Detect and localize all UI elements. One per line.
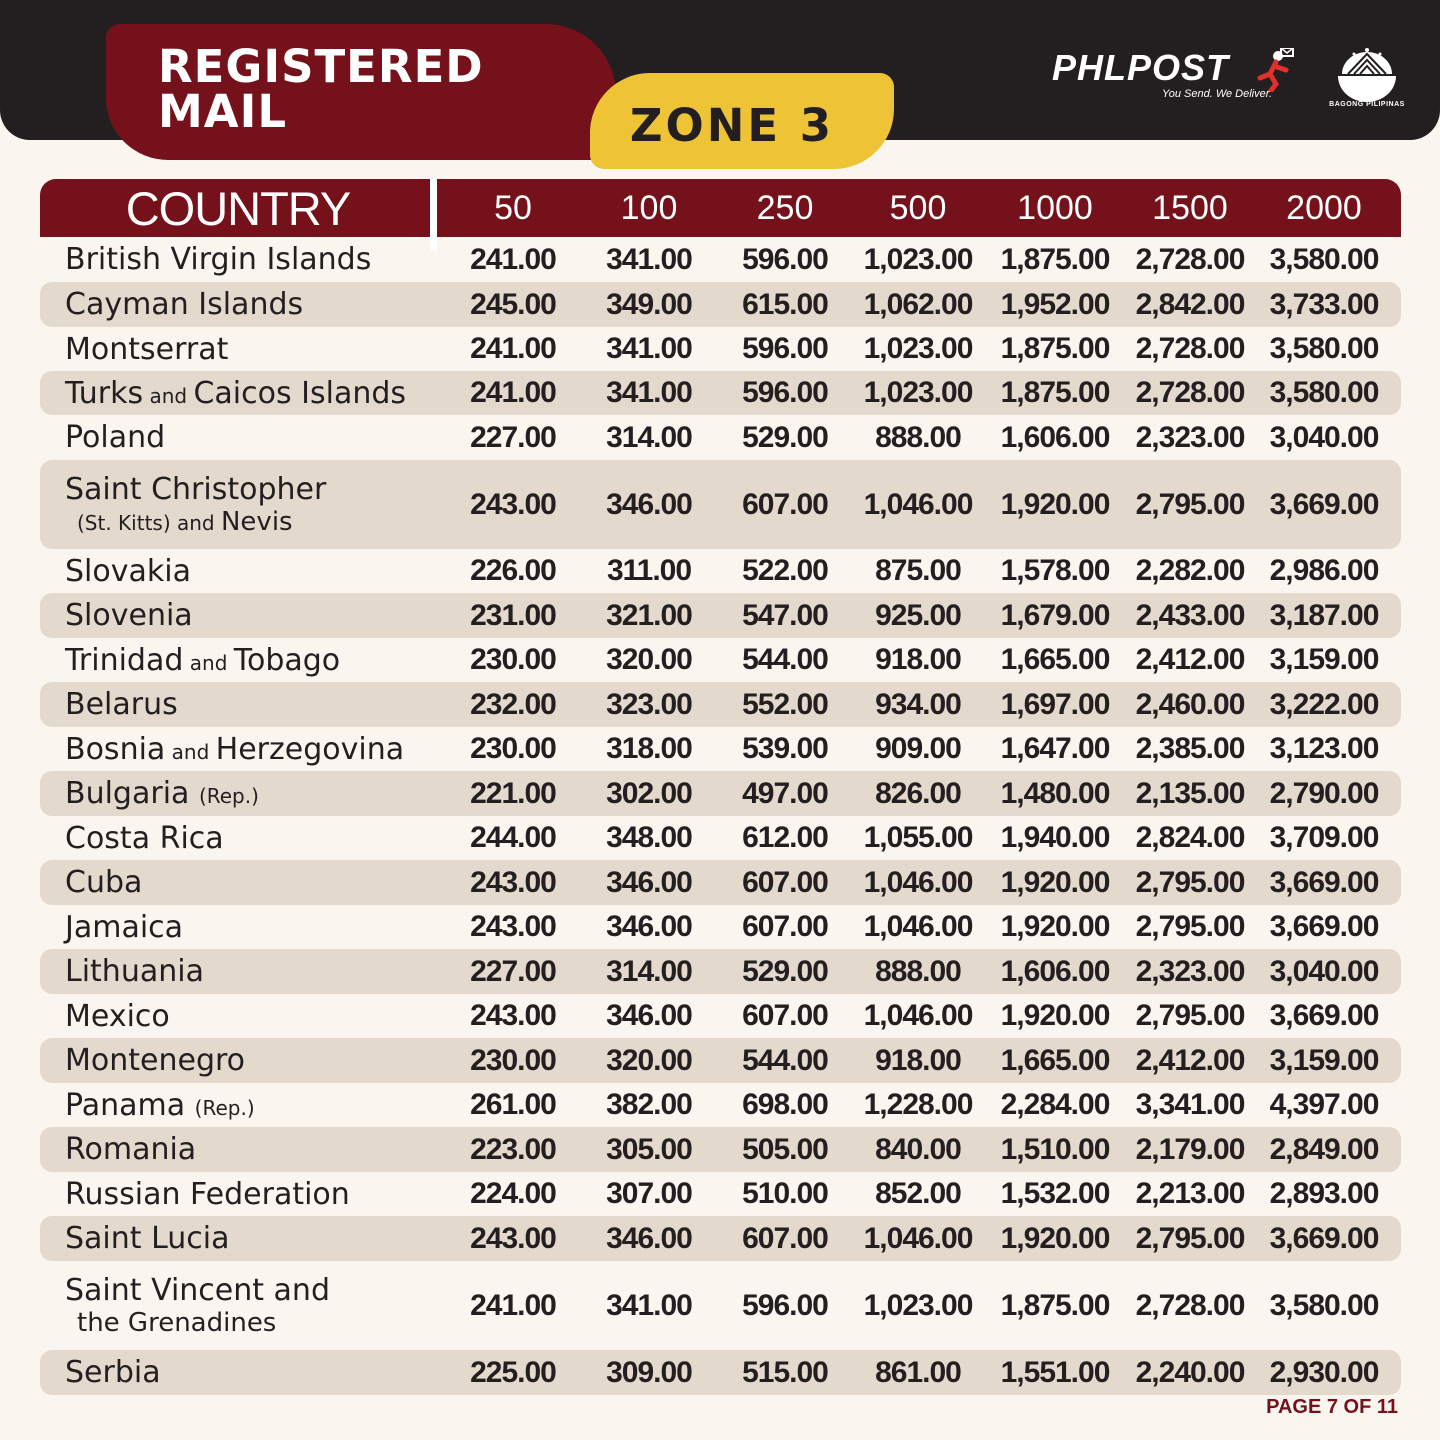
weight-column-header: 1500: [1152, 188, 1228, 227]
rate-cell: 321.00: [606, 598, 692, 632]
rate-cell: 2,795.00: [1135, 999, 1245, 1032]
rate-cell: 3,669.00: [1269, 910, 1379, 943]
table-row: [40, 1172, 1401, 1216]
rate-cell: 232.00: [470, 687, 556, 721]
weight-column-header: 500: [889, 188, 947, 227]
page-number: PAGE 7 OF 11: [1266, 1396, 1398, 1418]
rate-cell: 243.00: [470, 1221, 556, 1255]
rate-cell: 1,875.00: [1000, 1288, 1110, 1322]
rate-cell: 227.00: [470, 954, 556, 988]
rate-cell: 861.00: [875, 1355, 961, 1389]
weight-column-header: 250: [756, 188, 814, 227]
rate-cell: 346.00: [606, 487, 692, 521]
rate-cell: 2,893.00: [1269, 1177, 1379, 1210]
rate-cell: 1,046.00: [863, 999, 973, 1032]
rate-cell: 223.00: [470, 1132, 556, 1166]
rate-cell: 2,323.00: [1135, 420, 1245, 454]
rate-cell: 2,795.00: [1135, 910, 1245, 943]
rate-cell: 382.00: [606, 1088, 692, 1121]
table-row: [40, 237, 1401, 282]
rate-cell: 925.00: [875, 598, 961, 632]
table-row: [40, 327, 1401, 371]
weight-column-header: 2000: [1286, 188, 1362, 227]
rate-cell: 510.00: [742, 1177, 828, 1210]
rate-cell: 547.00: [742, 598, 828, 632]
rate-cell: 1,665.00: [1000, 643, 1110, 676]
rate-cell: 302.00: [606, 776, 692, 810]
country-name: British Virgin Islands: [65, 242, 372, 277]
phlpost-logo: [1052, 48, 1322, 104]
rate-cell: 341.00: [606, 332, 692, 365]
country-name: Cuba: [65, 865, 143, 900]
rate-cell: 852.00: [875, 1177, 961, 1210]
rate-cell: 1,665.00: [1000, 1043, 1110, 1077]
rate-cell: 320.00: [606, 1043, 692, 1077]
table-row: [40, 593, 1401, 638]
rate-cell: 1,875.00: [1000, 242, 1110, 276]
title-line-1: REGISTERED: [158, 40, 484, 93]
country-name: Trinidad and Tobago: [65, 642, 341, 678]
rate-cell: 1,023.00: [863, 376, 973, 409]
rate-cell: 3,580.00: [1269, 1288, 1379, 1322]
rate-cell: 544.00: [742, 1043, 828, 1077]
rate-cell: 3,159.00: [1269, 643, 1379, 676]
rate-cell: 596.00: [742, 1288, 828, 1322]
rate-cell: 934.00: [875, 687, 961, 721]
table-row: [40, 371, 1401, 415]
country-column-header: COUNTRY: [125, 181, 351, 235]
rate-cell: 1,920.00: [1000, 910, 1110, 943]
rate-cell: 4,397.00: [1269, 1088, 1379, 1121]
country-name: Bulgaria (Rep.): [65, 776, 259, 811]
rate-cell: 1,578.00: [1000, 554, 1110, 587]
rate-cell: 1,606.00: [1000, 954, 1110, 988]
rate-cell: 1,875.00: [1000, 332, 1110, 365]
rate-cell: 224.00: [470, 1177, 556, 1210]
rate-cell: 1,062.00: [863, 287, 973, 321]
table-row: [40, 994, 1401, 1038]
rate-cell: 1,480.00: [1000, 776, 1110, 810]
rate-cell: 241.00: [470, 1288, 556, 1322]
rate-cell: 3,123.00: [1269, 732, 1379, 765]
rate-cell: 918.00: [875, 1043, 961, 1077]
rate-cell: 607.00: [742, 487, 828, 521]
rate-cell: 1,679.00: [1000, 598, 1110, 632]
country-name: Montserrat: [65, 331, 229, 367]
table-row: [40, 860, 1401, 905]
country-name: Serbia: [65, 1355, 161, 1390]
country-name: Lithuania: [65, 954, 204, 989]
rate-cell: 1,647.00: [1000, 732, 1110, 765]
rate-cell: 1,606.00: [1000, 420, 1110, 454]
rate-cell: 241.00: [470, 376, 556, 409]
rate-cell: 3,709.00: [1269, 821, 1379, 854]
rate-cell: 515.00: [742, 1355, 828, 1389]
table-row: [40, 1127, 1401, 1172]
weight-column-header: 50: [494, 188, 532, 227]
rate-cell: 2,412.00: [1135, 643, 1245, 676]
country-name: Poland: [65, 420, 166, 455]
table-row: [40, 682, 1401, 727]
rate-cell: 552.00: [742, 687, 828, 721]
rate-cell: 1,952.00: [1000, 287, 1110, 321]
rate-cell: 341.00: [606, 1288, 692, 1322]
rate-cell: 2,135.00: [1135, 776, 1245, 810]
rate-cell: 2,795.00: [1135, 865, 1245, 899]
rate-cell: 3,669.00: [1269, 999, 1379, 1032]
rate-cell: 1,532.00: [1000, 1177, 1110, 1210]
rate-cell: 1,510.00: [1000, 1132, 1110, 1166]
rate-cell: 227.00: [470, 420, 556, 454]
country-name: Turks and Caicos Islands: [65, 375, 407, 411]
rate-cell: 615.00: [742, 287, 828, 321]
rate-cell: 3,341.00: [1135, 1088, 1245, 1121]
rate-cell: 221.00: [470, 776, 556, 810]
rate-cell: 2,824.00: [1135, 821, 1245, 854]
rate-cell: 314.00: [606, 420, 692, 454]
country-name: Cayman Islands: [65, 287, 304, 322]
rate-cell: 244.00: [470, 821, 556, 854]
rate-cell: 346.00: [606, 999, 692, 1032]
table-row: [40, 282, 1401, 327]
rate-cell: 1,920.00: [1000, 487, 1110, 521]
rate-cell: 2,240.00: [1135, 1355, 1245, 1389]
rate-cell: 840.00: [875, 1132, 961, 1166]
zone-label: ZONE 3: [629, 98, 835, 152]
rate-cell: 349.00: [606, 287, 692, 321]
rate-cell: 1,551.00: [1000, 1355, 1110, 1389]
rate-cell: 2,795.00: [1135, 487, 1245, 521]
rate-cell: 1,046.00: [863, 910, 973, 943]
rate-cell: 607.00: [742, 865, 828, 899]
table-row: [40, 727, 1401, 771]
rate-cell: 918.00: [875, 643, 961, 676]
country-name: Saint Lucia: [65, 1221, 230, 1256]
table-row: [40, 1038, 1401, 1083]
country-name: Romania: [65, 1132, 197, 1167]
rate-cell: 2,728.00: [1135, 1288, 1245, 1322]
table-row: [40, 1216, 1401, 1261]
rate-cell: 1,046.00: [863, 1221, 973, 1255]
bagong-pilipinas-seal-icon: [1334, 48, 1400, 102]
rate-cell: 522.00: [742, 554, 828, 587]
country-name: Russian Federation: [65, 1176, 350, 1212]
table-row: [40, 549, 1401, 593]
country-name: Slovenia: [65, 598, 193, 633]
weight-column-header: 1000: [1017, 188, 1093, 227]
rate-cell: 2,323.00: [1135, 954, 1245, 988]
country-name: Panama (Rep.): [65, 1087, 255, 1123]
rate-cell: 3,733.00: [1269, 287, 1379, 321]
rate-cell: 243.00: [470, 910, 556, 943]
rate-cell: 1,920.00: [1000, 1221, 1110, 1255]
rate-cell: 529.00: [742, 420, 828, 454]
rate-cell: 1,697.00: [1000, 687, 1110, 721]
rate-cell: 2,795.00: [1135, 1221, 1245, 1255]
rate-cell: 607.00: [742, 999, 828, 1032]
rate-cell: 826.00: [875, 776, 961, 810]
title-line-2: MAIL: [158, 85, 288, 138]
rate-cell: 241.00: [470, 332, 556, 365]
rate-cell: 243.00: [470, 865, 556, 899]
rate-cell: 698.00: [742, 1088, 828, 1121]
table-row: [40, 1261, 1401, 1350]
rate-cell: 225.00: [470, 1355, 556, 1389]
rate-cell: 230.00: [470, 643, 556, 676]
table-row: [40, 638, 1401, 682]
rate-cell: 497.00: [742, 776, 828, 810]
rate-cell: 1,228.00: [863, 1088, 973, 1121]
rate-cell: 243.00: [470, 487, 556, 521]
rate-cell: 529.00: [742, 954, 828, 988]
rate-cell: 3,040.00: [1269, 420, 1379, 454]
rate-cell: 348.00: [606, 821, 692, 854]
rate-cell: 875.00: [875, 554, 961, 587]
rate-cell: 318.00: [606, 732, 692, 765]
rate-cell: 888.00: [875, 954, 961, 988]
table-row: [40, 460, 1401, 549]
rate-cell: 307.00: [606, 1177, 692, 1210]
rate-cell: 2,385.00: [1135, 732, 1245, 765]
rate-cell: 3,159.00: [1269, 1043, 1379, 1077]
rate-cell: 3,669.00: [1269, 865, 1379, 899]
rate-cell: 1,875.00: [1000, 376, 1110, 409]
table-row: [40, 1083, 1401, 1127]
rate-cell: 909.00: [875, 732, 961, 765]
country-name: Bosnia and Herzegovina: [65, 731, 405, 767]
rate-cell: 3,580.00: [1269, 242, 1379, 276]
rate-cell: 1,046.00: [863, 865, 973, 899]
rate-cell: 1,046.00: [863, 487, 973, 521]
rate-cell: 2,790.00: [1269, 776, 1379, 810]
rate-cell: 1,940.00: [1000, 821, 1110, 854]
rate-cell: 3,580.00: [1269, 332, 1379, 365]
rate-cell: 2,728.00: [1135, 242, 1245, 276]
rate-cell: 3,669.00: [1269, 1221, 1379, 1255]
rate-cell: 3,040.00: [1269, 954, 1379, 988]
rate-cell: 346.00: [606, 865, 692, 899]
brand-tagline: You Send. We Deliver.: [1162, 88, 1273, 100]
rate-cell: 2,460.00: [1135, 687, 1245, 721]
country-name: Slovakia: [65, 553, 191, 589]
rate-cell: 1,920.00: [1000, 865, 1110, 899]
rate-cell: 544.00: [742, 643, 828, 676]
rate-cell: 596.00: [742, 332, 828, 365]
rate-cell: 505.00: [742, 1132, 828, 1166]
table-row: [40, 905, 1401, 949]
table-row: [40, 1350, 1401, 1395]
rate-cell: 596.00: [742, 376, 828, 409]
rate-cell: 2,284.00: [1000, 1088, 1110, 1121]
rate-cell: 3,187.00: [1269, 598, 1379, 632]
rate-cell: 1,055.00: [863, 821, 973, 854]
rate-cell: 230.00: [470, 1043, 556, 1077]
table-row: [40, 771, 1401, 816]
table-row: [40, 816, 1401, 860]
brand-name: PHLPOST: [1052, 47, 1230, 88]
rate-cell: 596.00: [742, 242, 828, 276]
rate-cell: 311.00: [606, 554, 692, 587]
rate-cell: 231.00: [470, 598, 556, 632]
runner-mascot-icon: [1248, 48, 1308, 92]
rate-cell: 1,023.00: [863, 332, 973, 365]
rate-cell: 2,986.00: [1269, 554, 1379, 587]
table-row: [40, 415, 1401, 460]
rate-cell: 261.00: [470, 1088, 556, 1121]
rate-cell: 2,433.00: [1135, 598, 1245, 632]
country-name: Saint Christopher (St. Kitts) and Nevis: [65, 472, 327, 537]
rate-cell: 320.00: [606, 643, 692, 676]
rate-cell: 245.00: [470, 287, 556, 321]
rate-cell: 226.00: [470, 554, 556, 587]
rate-cell: 309.00: [606, 1355, 692, 1389]
rate-cell: 612.00: [742, 821, 828, 854]
rate-cell: 1,023.00: [863, 242, 973, 276]
country-name: Saint Vincent and the Grenadines: [65, 1273, 330, 1338]
page-title: [158, 40, 484, 138]
rate-cell: 539.00: [742, 732, 828, 765]
rate-cell: 3,669.00: [1269, 487, 1379, 521]
rate-cell: 1,023.00: [863, 1288, 973, 1322]
rate-cell: 888.00: [875, 420, 961, 454]
rate-cell: 2,728.00: [1135, 376, 1245, 409]
rate-cell: 314.00: [606, 954, 692, 988]
rate-cell: 346.00: [606, 1221, 692, 1255]
rate-cell: 241.00: [470, 242, 556, 276]
country-name: Mexico: [65, 998, 170, 1034]
rate-cell: 607.00: [742, 1221, 828, 1255]
rate-cell: 1,920.00: [1000, 999, 1110, 1032]
weight-column-header: 100: [620, 188, 678, 227]
rate-cell: 323.00: [606, 687, 692, 721]
rate-cell: 3,580.00: [1269, 376, 1379, 409]
rate-cell: 2,213.00: [1135, 1177, 1245, 1210]
rate-cell: 2,842.00: [1135, 287, 1245, 321]
country-name: Jamaica: [65, 909, 184, 945]
rate-cell: 2,728.00: [1135, 332, 1245, 365]
rate-cell: 230.00: [470, 732, 556, 765]
rate-cell: 2,412.00: [1135, 1043, 1245, 1077]
rate-cell: 341.00: [606, 376, 692, 409]
country-name: Montenegro: [65, 1043, 246, 1078]
table-row: [40, 949, 1401, 994]
seal-label: BAGONG PILIPINAS: [1329, 101, 1405, 108]
rate-cell: 3,222.00: [1269, 687, 1379, 721]
rate-cell: 341.00: [606, 242, 692, 276]
rate-cell: 305.00: [606, 1132, 692, 1166]
rate-cell: 607.00: [742, 910, 828, 943]
rate-cell: 2,930.00: [1269, 1355, 1379, 1389]
country-name: Belarus: [65, 687, 178, 722]
country-name: Costa Rica: [65, 820, 224, 856]
rate-cell: 2,179.00: [1135, 1132, 1245, 1166]
rate-cell: 243.00: [470, 999, 556, 1032]
rate-cell: 2,849.00: [1269, 1132, 1379, 1166]
rate-cell: 2,282.00: [1135, 554, 1245, 587]
rate-cell: 346.00: [606, 910, 692, 943]
